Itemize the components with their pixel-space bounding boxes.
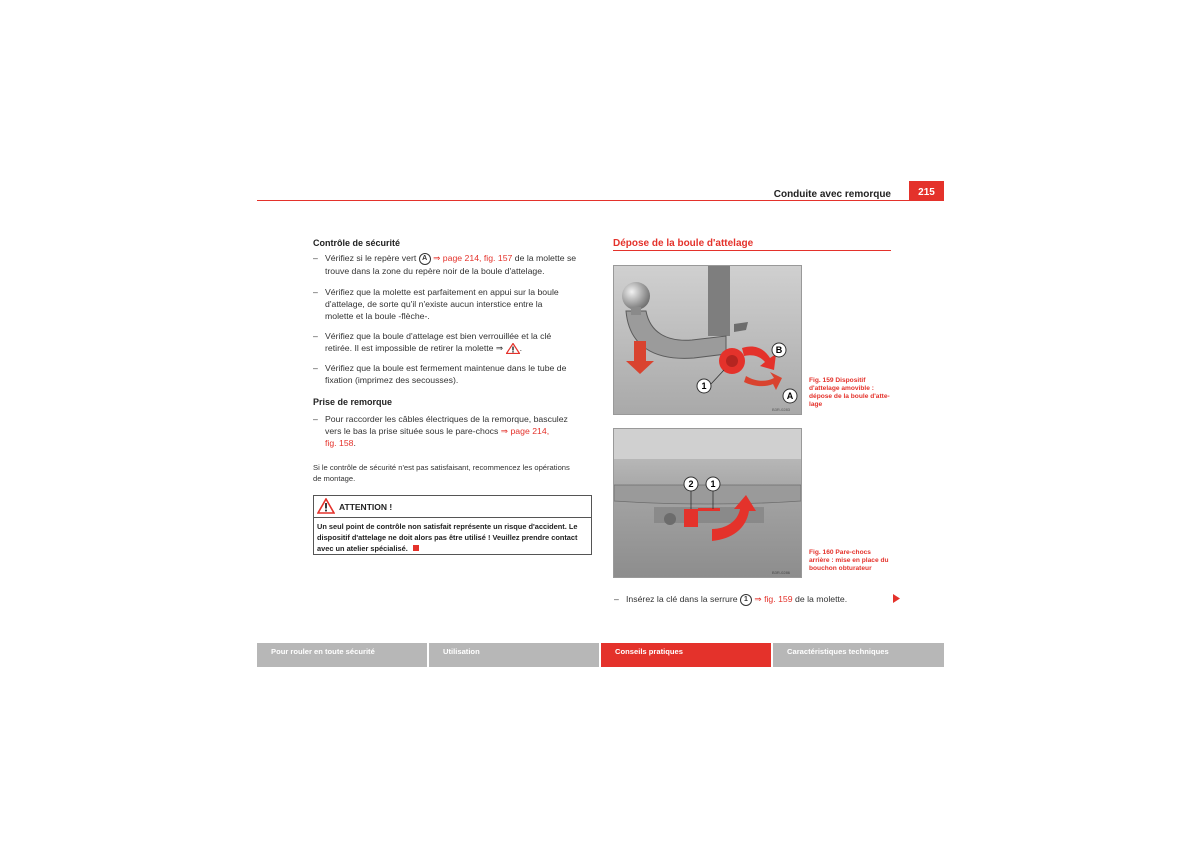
bullet-4 bbox=[313, 362, 595, 386]
fig159-label-b: B bbox=[775, 345, 783, 355]
bullet-dash: – bbox=[313, 363, 318, 373]
header-rule bbox=[257, 200, 909, 201]
cap160-l1: Fig. 160 Pare-chocs bbox=[809, 549, 871, 556]
link-fig-158[interactable]: fig. 158 bbox=[325, 438, 354, 448]
warning-l3: avec un atelier spécialisé. bbox=[317, 544, 408, 553]
warning-l2: dispositif d'attelage ne doit alors pas être utilisé ! Veuillez prendre contact bbox=[317, 533, 578, 542]
tab-conseils-pratiques[interactable]: Conseils pratiques bbox=[601, 643, 771, 667]
cap159-l3: dépose de la boule d'atte- bbox=[809, 393, 890, 400]
cap159-l2: d'attelage amovible : bbox=[809, 385, 874, 392]
note-l2: de montage. bbox=[313, 474, 356, 483]
b2-l3: molette et la boule -flèche-. bbox=[325, 311, 430, 321]
bullet-dash: – bbox=[313, 414, 318, 424]
bullet-dash: – bbox=[614, 594, 619, 604]
tab-securite[interactable]: Pour rouler en toute sécurité bbox=[257, 643, 427, 667]
link-page-214-fig-157[interactable]: ⇒ page 214, fig. 157 bbox=[433, 253, 513, 263]
b2-l1: Vérifiez que la molette est parfaitement en appui sur la boule bbox=[325, 287, 559, 297]
fig160-code: B3R-0286 bbox=[772, 570, 791, 575]
cap159-l4: lage bbox=[809, 401, 823, 408]
step-insert-key bbox=[614, 593, 896, 606]
section-title: Dépose de la boule d'attelage bbox=[613, 238, 754, 249]
b4-l1: Vérifiez que la boule est fermement maintenue dans le tube de bbox=[325, 363, 567, 373]
end-square-icon bbox=[413, 545, 419, 551]
b4-l2: fixation (imprimez des secousses). bbox=[325, 375, 459, 385]
warning-header bbox=[314, 496, 591, 518]
b1-post: de la molette se bbox=[514, 253, 577, 263]
b1-line2: trouve dans la zone du repère noir de la boule d'attelage. bbox=[325, 265, 545, 276]
b5-l1: Pour raccorder les câbles électriques de la remorque, basculez bbox=[325, 414, 568, 424]
cap159-l1: Fig. 159 Dispositif bbox=[809, 377, 866, 384]
note-l1: Si le contrôle de sécurité n'est pas satisfaisant, recommencez les opérations bbox=[313, 463, 570, 472]
bullet-2 bbox=[313, 286, 595, 322]
fig160-label-1: 1 bbox=[710, 479, 716, 489]
marker-1: 1 bbox=[740, 594, 752, 606]
fig159-code: B3R-0283 bbox=[772, 407, 791, 412]
b1-text: Vérifiez si le repère vert bbox=[325, 253, 417, 263]
warning-text bbox=[314, 518, 591, 557]
warning-title: ATTENTION ! bbox=[339, 502, 393, 512]
fig159-label-1: 1 bbox=[701, 381, 707, 391]
bullet-3 bbox=[313, 330, 595, 354]
figure-159 bbox=[613, 265, 802, 415]
heading-prise: Prise de remorque bbox=[313, 397, 393, 407]
bullet-dash: – bbox=[313, 253, 318, 263]
heading-controle: Contrôle de sécurité bbox=[313, 238, 401, 248]
next-page-arrow-icon[interactable] bbox=[893, 594, 900, 603]
fig159-label-a: A bbox=[786, 391, 794, 401]
bullet-5 bbox=[313, 413, 595, 449]
tab-caracteristiques[interactable]: Caractéristiques techniques bbox=[773, 643, 944, 667]
marker-a: A bbox=[419, 253, 431, 265]
caption-fig-159 bbox=[809, 377, 899, 409]
figure-160-illustration bbox=[614, 429, 801, 577]
b3-l1: Vérifiez que la boule d'attelage est bien verrouillée et la clé bbox=[325, 331, 552, 341]
step-text: Insérez la clé dans la serrure bbox=[626, 594, 738, 604]
note-text bbox=[313, 462, 593, 484]
chapter-title: Conduite avec remorque bbox=[773, 189, 891, 200]
b5-l2: vers le bas la prise située sous le pare-chocs bbox=[325, 426, 499, 436]
step-post: de la molette. bbox=[795, 594, 848, 604]
cap160-l3: bouchon obturateur bbox=[809, 565, 872, 572]
b2-l2: d'attelage, de sorte qu'il n'existe aucun interstice entre la bbox=[325, 299, 543, 309]
warning-box bbox=[313, 495, 592, 555]
bullet-1 bbox=[313, 252, 595, 277]
caption-fig-160 bbox=[809, 549, 899, 573]
b5-end: . bbox=[353, 438, 356, 448]
section-rule bbox=[613, 250, 891, 251]
b3-end: . bbox=[519, 343, 523, 353]
link-page-214[interactable]: ⇒ page 214, bbox=[500, 426, 550, 436]
warning-triangle-icon[interactable] bbox=[506, 343, 523, 354]
b3-l2: retirée. Il est impossible de retirer la molette ⇒ bbox=[325, 343, 504, 353]
warning-triangle-icon bbox=[317, 498, 335, 514]
fig160-label-2: 2 bbox=[688, 479, 694, 489]
page-number: 215 bbox=[909, 181, 944, 201]
cap160-l2: arrière : mise en place du bbox=[809, 557, 889, 564]
figure-160 bbox=[613, 428, 802, 578]
figure-159-illustration bbox=[614, 266, 801, 414]
bullet-dash: – bbox=[313, 287, 318, 297]
tab-utilisation[interactable]: Utilisation bbox=[429, 643, 599, 667]
link-fig-159[interactable]: ⇒ fig. 159 bbox=[754, 594, 793, 604]
bullet-dash: – bbox=[313, 331, 318, 341]
warning-l1: Un seul point de contrôle non satisfait représente un risque d'accident. Le bbox=[317, 522, 578, 531]
